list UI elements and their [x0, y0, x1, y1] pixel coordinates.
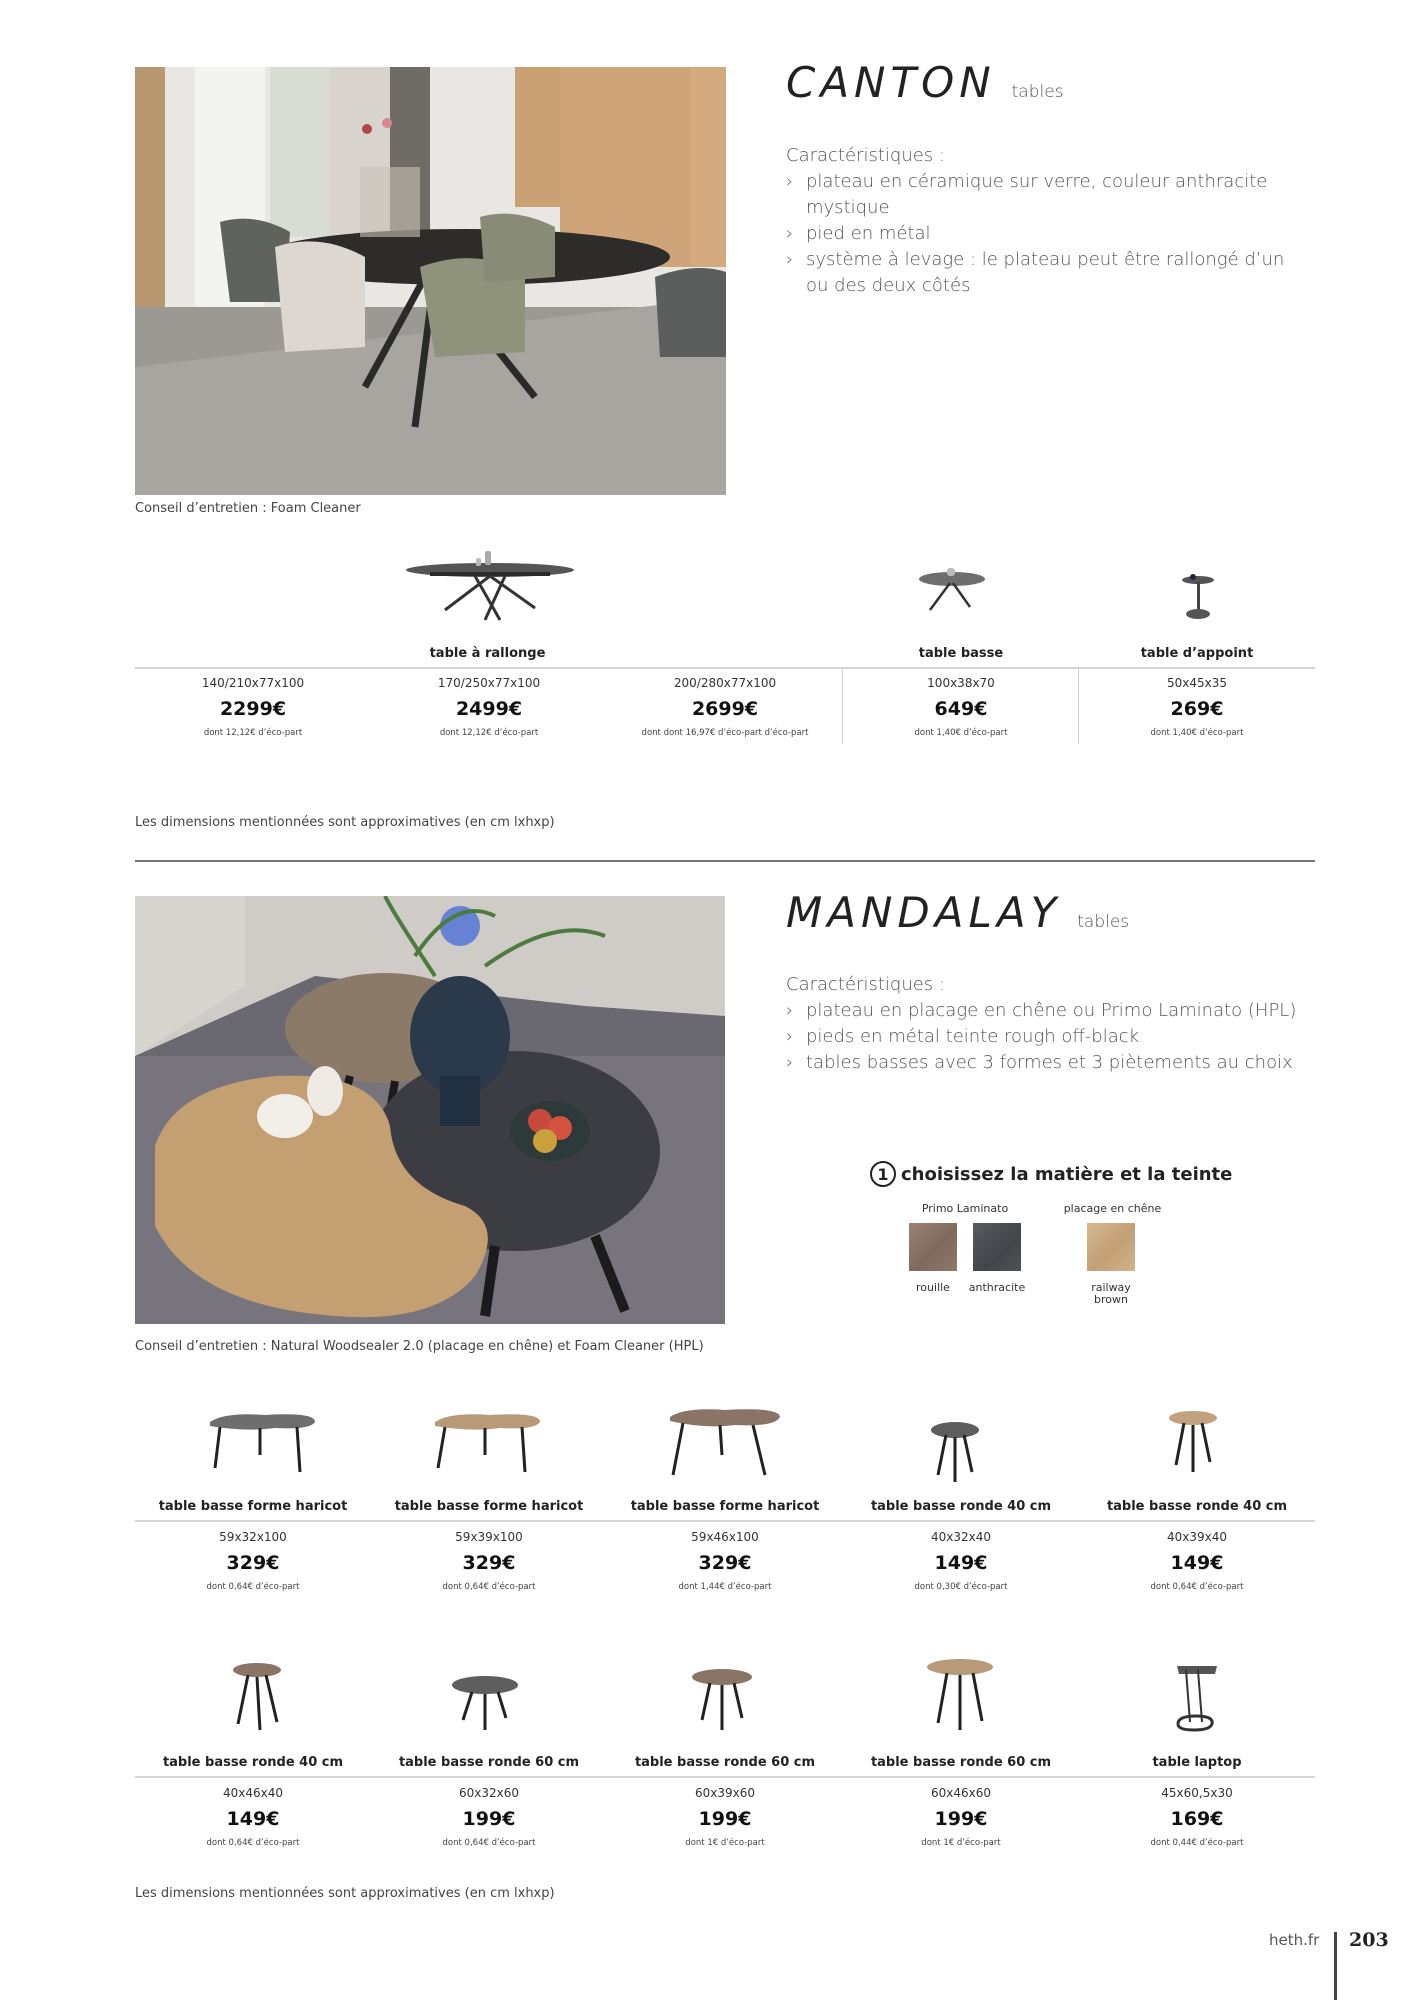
- product-price: 329€: [462, 1552, 516, 1574]
- product-price: 199€: [462, 1808, 516, 1830]
- product-name: table basse ronde 60 cm: [870, 1755, 1052, 1770]
- eco-part: dont 1,44€ d’éco-part: [678, 1582, 772, 1592]
- product-name: table laptop: [1152, 1755, 1242, 1770]
- product-dimensions: 40x46x40: [222, 1786, 283, 1800]
- price-cell: [607, 668, 843, 748]
- eco-part: dont 0,30€ d’éco-part: [914, 1582, 1008, 1592]
- product-name: table à rallonge: [429, 646, 546, 661]
- product-dimensions: 45x60,5x30: [1161, 1786, 1233, 1800]
- swatch-anthracite[interactable]: [973, 1223, 1021, 1271]
- eco-part: dont 0,64€ d’éco-part: [442, 1838, 536, 1848]
- extendable-table-icon: [405, 548, 575, 628]
- swatch-label: rouille: [916, 1281, 950, 1294]
- product-dimensions: 60x32x60: [458, 1786, 519, 1800]
- mandalay-features-heading: Caractéristiques :: [786, 974, 945, 995]
- product-name: table basse forme haricot: [630, 1499, 820, 1514]
- bean-coffee-table-grey-icon: [205, 1410, 320, 1475]
- mandalay-coffee-tables-photo: [135, 896, 725, 1324]
- eco-part: dont 12,12€ d’éco-part: [203, 728, 303, 738]
- eco-part: dont 1,40€ d’éco-part: [914, 728, 1008, 738]
- product-price: 2699€: [691, 698, 759, 720]
- mandalay-features: [786, 972, 1306, 1076]
- swatch-rouille[interactable]: [909, 1223, 957, 1271]
- product-dimensions: 140/210x77x100: [201, 676, 305, 690]
- product-cell: [1079, 1496, 1315, 1596]
- step-number-badge: 1: [870, 1161, 896, 1187]
- mandalay-feature-item: › tables basses avec 3 formes et 3 piètements au choix: [786, 1050, 1306, 1076]
- eco-part: dont 0,44€ d’éco-part: [1150, 1838, 1244, 1848]
- product-price: 2299€: [219, 698, 287, 720]
- product-name: table basse ronde 40 cm: [162, 1755, 344, 1770]
- mandalay-feature-item: › plateau en placage en chêne ou Primo Laminato (HPL): [786, 998, 1306, 1024]
- product-name: table basse forme haricot: [158, 1499, 348, 1514]
- product-dimensions: 100x38x70: [927, 676, 995, 690]
- canton-dimensions-footnote: Les dimensions mentionnées sont approximatives (en cm lxhxp): [135, 815, 555, 830]
- product-cell: [371, 1752, 607, 1852]
- product-dimensions: 59x46x100: [691, 1530, 759, 1544]
- product-dimensions: 40x39x40: [1166, 1530, 1227, 1544]
- product-dimensions: 59x39x100: [455, 1530, 523, 1544]
- eco-part: dont 1,40€ d’éco-part: [1150, 728, 1244, 738]
- round-coffee-table-40-oak-icon: [1166, 1410, 1221, 1475]
- eco-part: dont 12,12€ d’éco-part: [439, 728, 539, 738]
- product-price: 269€: [1170, 698, 1224, 720]
- product-price: 329€: [226, 1552, 280, 1574]
- product-price: 199€: [934, 1808, 988, 1830]
- product-name: table basse ronde 40 cm: [870, 1499, 1052, 1514]
- bean-coffee-table-oak-icon: [430, 1410, 545, 1475]
- product-cell: [843, 1496, 1079, 1596]
- product-name: table d’appoint: [1140, 646, 1254, 661]
- coffee-table-icon: [915, 565, 990, 615]
- page-number: 203: [1349, 1929, 1389, 1951]
- round-coffee-table-60-grey-icon: [450, 1675, 520, 1735]
- product-dimensions: 40x32x40: [930, 1530, 991, 1544]
- material-chooser-title: choisissez la matière et la teinte: [901, 1163, 1233, 1185]
- canton-title-block: [786, 58, 1064, 107]
- material-group-label: placage en chêne: [1063, 1202, 1162, 1215]
- canton-feature-item: › pied en métal: [786, 221, 1306, 247]
- product-name: table basse ronde 60 cm: [634, 1755, 816, 1770]
- round-coffee-table-60-oak-icon: [925, 1658, 995, 1733]
- mandalay-dimensions-footnote: Les dimensions mentionnées sont approximatives (en cm lxhxp): [135, 1886, 555, 1901]
- canton-feature-item: › plateau en céramique sur verre, couleur anthracite mystique: [786, 171, 1268, 218]
- product-price: 169€: [1170, 1808, 1224, 1830]
- product-name: table basse: [918, 646, 1004, 661]
- product-dimensions: 170/250x77x100: [437, 676, 541, 690]
- product-dimensions: 60x46x60: [930, 1786, 991, 1800]
- laptop-table-icon: [1172, 1660, 1222, 1735]
- price-cell: [371, 668, 607, 748]
- eco-part: dont 1€ d’éco-part: [685, 1838, 765, 1848]
- price-cell: [135, 668, 371, 748]
- canton-feature-item: › système à levage : le plateau peut être rallongé d’un ou des deux côtés: [786, 249, 1285, 296]
- product-price: 149€: [1170, 1552, 1224, 1574]
- canton-price-table: [135, 640, 1315, 750]
- swatch-label: anthracite: [968, 1281, 1026, 1294]
- eco-part: dont dont 16,97€ d’éco-part d’éco-part: [641, 728, 809, 738]
- mandalay-care-advice: Conseil d’entretien : Natural Woodsealer 2.0 (placage en chêne) et Foam Cleaner (HPL): [135, 1339, 704, 1354]
- product-price: 149€: [934, 1552, 988, 1574]
- chevron-right-icon: ›: [786, 171, 794, 192]
- product-dimensions: 200/280x77x100: [673, 676, 777, 690]
- footer-website-link[interactable]: heth.fr: [1269, 1931, 1320, 1949]
- round-coffee-table-40-rust-icon: [230, 1662, 285, 1732]
- product-cell: [1079, 1752, 1315, 1852]
- section-separator: [135, 860, 1315, 862]
- product-dimensions: 59x32x100: [219, 1530, 287, 1544]
- chevron-right-icon: ›: [786, 1026, 794, 1047]
- mandalay-title-block: [786, 888, 1129, 937]
- side-table-icon: [1178, 572, 1218, 622]
- chevron-right-icon: ›: [786, 249, 794, 270]
- product-cell: [135, 1496, 371, 1596]
- product-price: 649€: [934, 698, 988, 720]
- product-price: 2499€: [455, 698, 523, 720]
- swatch-label: railway brown: [1091, 1281, 1131, 1306]
- eco-part: dont 0,64€ d’éco-part: [206, 1838, 300, 1848]
- canton-care-advice: Conseil d’entretien : Foam Cleaner: [135, 501, 361, 516]
- chevron-right-icon: ›: [786, 223, 794, 244]
- mandalay-price-table-row1: [135, 1496, 1315, 1596]
- mandalay-subtitle: tables: [1077, 912, 1130, 932]
- round-coffee-table-40-icon: [928, 1420, 983, 1485]
- chevron-right-icon: ›: [786, 1052, 794, 1073]
- product-cell: [607, 1752, 843, 1852]
- material-group-label: Primo Laminato: [921, 1202, 1009, 1215]
- product-name: table basse forme haricot: [394, 1499, 584, 1514]
- price-cell: [843, 668, 1079, 748]
- product-cell: [371, 1496, 607, 1596]
- product-price: 329€: [698, 1552, 752, 1574]
- canton-subtitle: tables: [1011, 82, 1064, 102]
- canton-dining-photo: [135, 67, 726, 495]
- mandalay-price-table-row2: [135, 1752, 1315, 1852]
- eco-part: dont 0,64€ d’éco-part: [442, 1582, 536, 1592]
- mandalay-feature-item: › pieds en métal teinte rough off-black: [786, 1024, 1306, 1050]
- product-name: table basse ronde 40 cm: [1106, 1499, 1288, 1514]
- product-cell: [843, 1752, 1079, 1852]
- eco-part: dont 1€ d’éco-part: [921, 1838, 1001, 1848]
- canton-features: [786, 143, 1306, 299]
- chevron-right-icon: ›: [786, 1000, 794, 1021]
- footer-divider: [1334, 1932, 1337, 2000]
- eco-part: dont 0,64€ d’éco-part: [1150, 1582, 1244, 1592]
- canton-title: CANTON: [786, 58, 996, 107]
- product-price: 199€: [698, 1808, 752, 1830]
- product-dimensions: 60x39x60: [694, 1786, 755, 1800]
- material-chooser-heading: [870, 1161, 1232, 1187]
- product-cell: [135, 1752, 371, 1852]
- price-cell: [1079, 668, 1315, 748]
- product-cell: [607, 1496, 843, 1596]
- eco-part: dont 0,64€ d’éco-part: [206, 1582, 300, 1592]
- bean-coffee-table-rust-icon: [665, 1405, 785, 1480]
- product-name: table basse ronde 60 cm: [398, 1755, 580, 1770]
- product-dimensions: 50x45x35: [1166, 676, 1227, 690]
- mandalay-title: MANDALAY: [786, 888, 1062, 937]
- canton-features-heading: Caractéristiques :: [786, 145, 945, 166]
- swatch-railway-brown[interactable]: [1087, 1223, 1135, 1271]
- product-price: 149€: [226, 1808, 280, 1830]
- round-coffee-table-60-rust-icon: [690, 1668, 755, 1733]
